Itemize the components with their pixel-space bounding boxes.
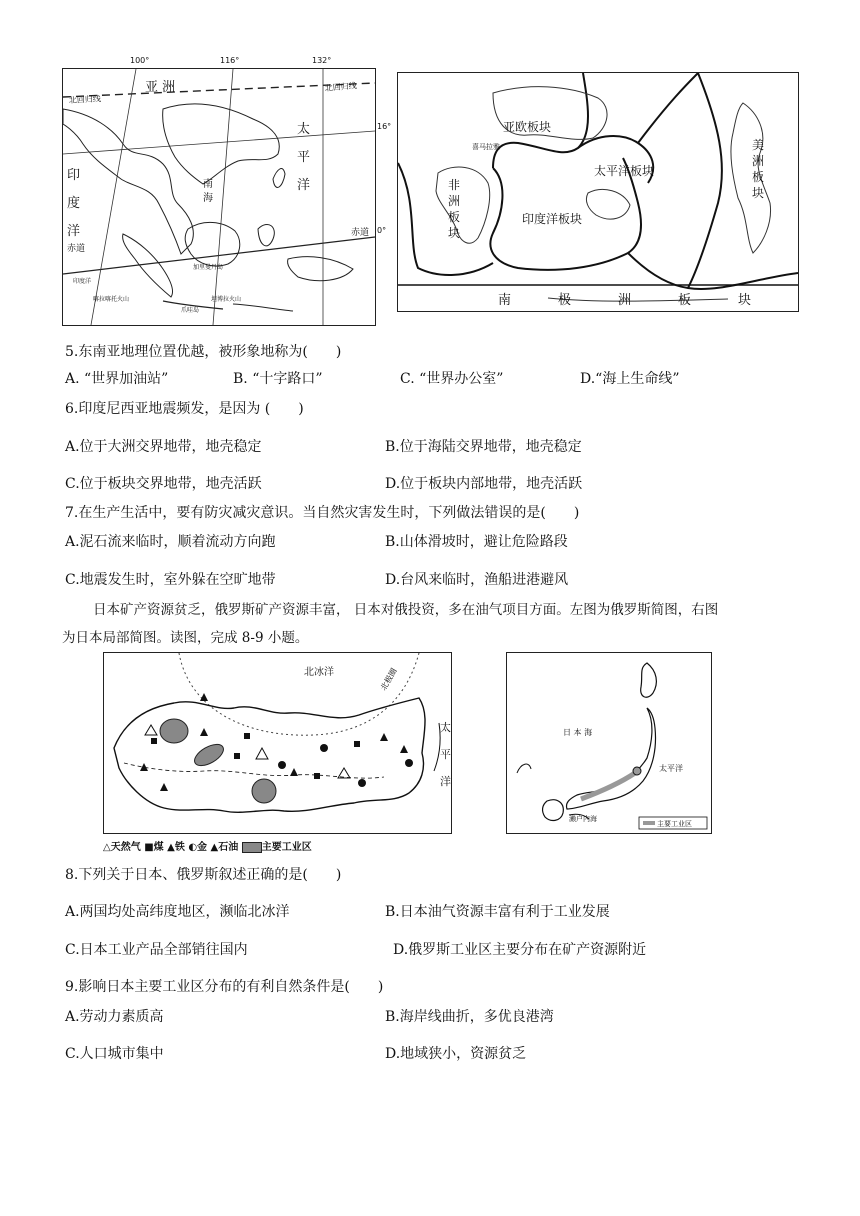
label-antarctic-3: 洲 xyxy=(618,293,632,308)
label-indian-1: 印 xyxy=(67,168,81,183)
q9-option-a[interactable]: A.劳动力素质高 xyxy=(65,1009,164,1025)
japan-map xyxy=(506,652,712,834)
label-arctic-circle: 北极圈 xyxy=(378,666,399,692)
label-tambora: 坦博拉火山 xyxy=(211,296,242,303)
lat-16: 16° xyxy=(377,122,392,131)
q9-option-b[interactable]: B.海岸线曲折，多优良港湾 xyxy=(385,1009,554,1025)
q6-option-b[interactable]: B.位于海陆交界地带，地壳稳定 xyxy=(385,439,582,455)
label-indian-small: 印度洋 xyxy=(73,278,92,285)
label-sea-of-japan: 日 本 海 xyxy=(563,728,593,737)
q5-option-b[interactable]: B. “十字路口” xyxy=(233,371,323,387)
legend-coal: 煤 xyxy=(153,842,164,853)
label-pacific-plate: 太平洋板块 xyxy=(594,164,655,178)
q8-option-c[interactable]: C.日本工业产品全部销往国内 xyxy=(65,942,248,958)
q9-option-d[interactable]: D.地域狭小，资源贫乏 xyxy=(385,1046,527,1062)
label-indian-2: 度 xyxy=(67,196,81,211)
legend-oil: 石油 xyxy=(218,842,239,853)
lon-132: 132° xyxy=(312,56,332,65)
q7-option-b[interactable]: B.山体滑坡时，避让危险路段 xyxy=(385,534,568,550)
lat-0: 0° xyxy=(377,226,387,235)
q5-stem: 5.东南亚地理位置优越，被形象地称为( ) xyxy=(65,344,342,360)
label-antarctic-4: 板 xyxy=(678,293,692,308)
label-inland-sea: 濑户内海 xyxy=(569,815,597,823)
russia-legend xyxy=(103,838,312,853)
lon-116: 116° xyxy=(220,56,240,65)
label-indian-plate: 印度洋板块 xyxy=(522,212,583,226)
label-african-4: 块 xyxy=(448,226,461,240)
label-krakatoa: 喀拉喀托火山 xyxy=(93,296,130,303)
label-eurasian-plate: 亚欧板块 xyxy=(503,120,552,134)
passage-line-2: 为日本局部简图。读图，完成 8-9 小题。 xyxy=(62,630,309,646)
southeast-asia-map xyxy=(62,68,376,326)
q7-option-c[interactable]: C.地震发生时，室外躲在空旷地带 xyxy=(65,572,276,588)
q6-stem: 6.印度尼西亚地震频发，是因为 ( ) xyxy=(65,401,304,417)
q7-stem: 7.在生产生活中，要有防灾减灾意识。当自然灾害发生时，下列做法错误的是( ) xyxy=(65,505,580,521)
label-indian-3: 洋 xyxy=(67,224,81,239)
q8-option-a[interactable]: A.两国均处高纬度地区，濒临北冰洋 xyxy=(65,904,290,920)
q5-option-c[interactable]: C. “世界办公室” xyxy=(400,371,504,387)
legend-iron-icon: ▲ xyxy=(167,842,175,853)
label-himalaya: 喜马拉雅 xyxy=(472,143,500,151)
label-borneo: 加里曼丹岛 xyxy=(193,264,224,271)
label-antarctic-2: 极 xyxy=(558,293,572,308)
plates-map xyxy=(397,72,799,312)
legend-gas: 天然气 xyxy=(110,842,141,853)
label-scs-1: 南 xyxy=(203,179,213,190)
label-african-1: 非 xyxy=(448,178,461,192)
q9-stem: 9.影响日本主要工业区分布的有利自然条件是( ) xyxy=(65,979,384,995)
q8-stem: 8.下列关于日本、俄罗斯叙述正确的是( ) xyxy=(65,867,342,883)
label-rus-pacific-2: 平 xyxy=(440,748,451,761)
label-african-3: 板 xyxy=(448,210,461,224)
legend-iron: 铁 xyxy=(174,842,185,853)
q6-option-d[interactable]: D.位于板块内部地带，地壳活跃 xyxy=(385,476,583,492)
label-rus-pacific-1: 太 xyxy=(440,721,451,734)
label-equator-east: 赤道 xyxy=(351,228,370,238)
q8-option-b[interactable]: B.日本油气资源丰富有利于工业发展 xyxy=(385,904,610,920)
label-american-1: 美 xyxy=(752,138,765,152)
label-scs-2: 海 xyxy=(203,193,213,204)
label-asia: 亚 洲 xyxy=(145,80,176,95)
legend-oil-icon: ▲ xyxy=(210,842,219,853)
q9-option-c[interactable]: C.人口城市集中 xyxy=(65,1046,164,1062)
label-equator-west: 赤道 xyxy=(67,244,86,254)
russia-map xyxy=(103,652,452,834)
legend-industry-swatch xyxy=(242,842,262,853)
label-antarctic-1: 南 xyxy=(498,293,512,308)
legend-gas-icon: △ xyxy=(103,842,111,853)
label-pacific-1: 太 xyxy=(297,122,311,137)
lon-100: 100° xyxy=(130,56,150,65)
legend-gold: 金 xyxy=(197,842,208,853)
q8-option-d[interactable]: D.俄罗斯工业区主要分布在矿产资源附近 xyxy=(393,942,647,958)
label-arctic-ocean: 北冰洋 xyxy=(304,667,334,678)
q7-option-d[interactable]: D.台风来临时，渔船进港避风 xyxy=(385,572,569,588)
legend-gold-icon: ◐ xyxy=(188,842,198,853)
q5-option-d[interactable]: D.“海上生命线” xyxy=(580,371,680,387)
label-american-3: 板 xyxy=(752,170,765,184)
label-pacific-2: 平 xyxy=(297,150,311,165)
label-antarctic-5: 块 xyxy=(738,293,752,308)
label-japan-legend: 主要工业区 xyxy=(657,820,692,828)
label-african-2: 洲 xyxy=(448,194,461,208)
label-java: 爪哇岛 xyxy=(181,307,200,314)
label-american-2: 洲 xyxy=(752,154,765,168)
label-tropic-west: 北回归线 xyxy=(68,94,102,105)
label-japan-pacific: 太平洋 xyxy=(659,764,683,773)
q7-option-a[interactable]: A.泥石流来临时，顺着流动方向跑 xyxy=(65,534,276,550)
label-tropic-east: 北回归线 xyxy=(324,81,358,93)
label-rus-pacific-3: 洋 xyxy=(440,775,451,788)
passage-line-1: 日本矿产资源贫乏，俄罗斯矿产资源丰富， 日本对俄投资，多在油气项目方面。左图为俄罗斯简图，右图 xyxy=(93,602,719,618)
label-pacific-3: 洋 xyxy=(297,178,311,193)
label-american-4: 块 xyxy=(752,186,765,200)
legend-industry: 主要工业区 xyxy=(261,842,312,853)
legend-coal-icon: ■ xyxy=(144,842,154,853)
q5-option-a[interactable]: A. “世界加油站” xyxy=(65,371,169,387)
q6-option-c[interactable]: C.位于板块交界地带，地壳活跃 xyxy=(65,476,262,492)
q6-option-a[interactable]: A.位于大洲交界地带，地壳稳定 xyxy=(65,439,262,455)
